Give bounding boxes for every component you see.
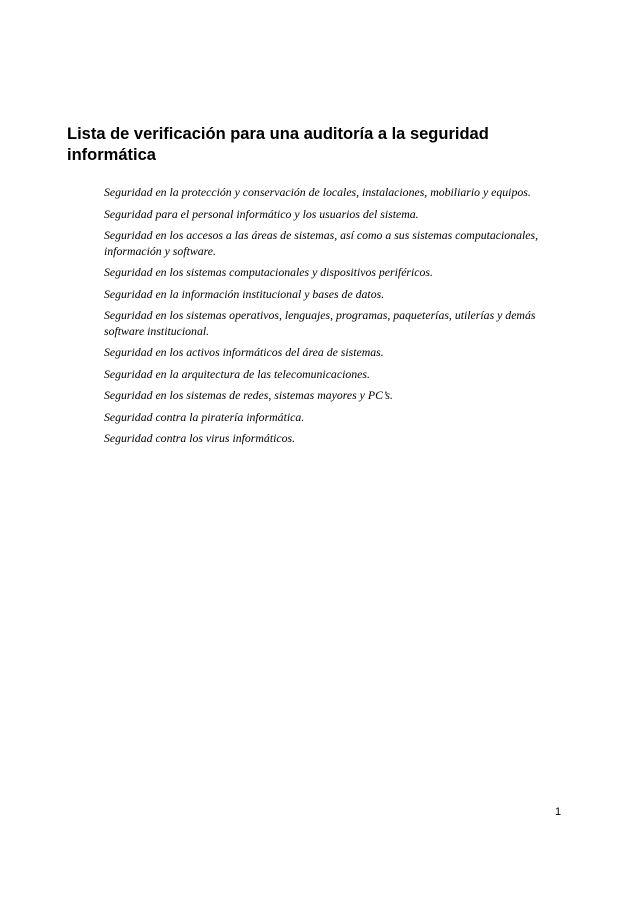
checklist-item-piracy-security: Seguridad contra la piratería informática. (104, 409, 305, 424)
checklist-item-personnel-security: Seguridad para el personal informático y los usuarios del sistema. (104, 206, 419, 221)
checklist-item-computer-systems-security: Seguridad en los sistemas computacionales y dispositivos periféricos. (104, 265, 433, 279)
document-title: Lista de verificación para una auditoría a la seguridad informática (67, 125, 489, 164)
checklist-item-virus-security: Seguridad contra los virus informáticos. (104, 431, 296, 445)
checklist-item-information-security: Seguridad en la información institucional y bases de datos. (104, 286, 385, 301)
page-number: 1 (555, 806, 562, 818)
security-checklist (104, 185, 574, 453)
checklist-item-network-security: Seguridad en los sistemas de redes, sistemas mayores y PC’s. (104, 388, 393, 402)
checklist-item-physical-security: Seguridad en la protección y conservación de locales, instalaciones, mobiliario y equipos. (104, 185, 531, 199)
checklist-item-telecom-security: Seguridad en la arquitectura de las telecomunicaciones. (104, 366, 370, 381)
checklist-item-software-security: Seguridad en los sistemas operativos, lenguajes, programas, paqueterías, utilerías y demás software institucional. (104, 308, 536, 338)
checklist-item-access-security: Seguridad en los accesos a las áreas de sistemas, así como a sus sistemas computacionales, información y software. (104, 228, 539, 258)
checklist-item-assets-security: Seguridad en los activos informáticos del área de sistemas. (104, 345, 384, 359)
